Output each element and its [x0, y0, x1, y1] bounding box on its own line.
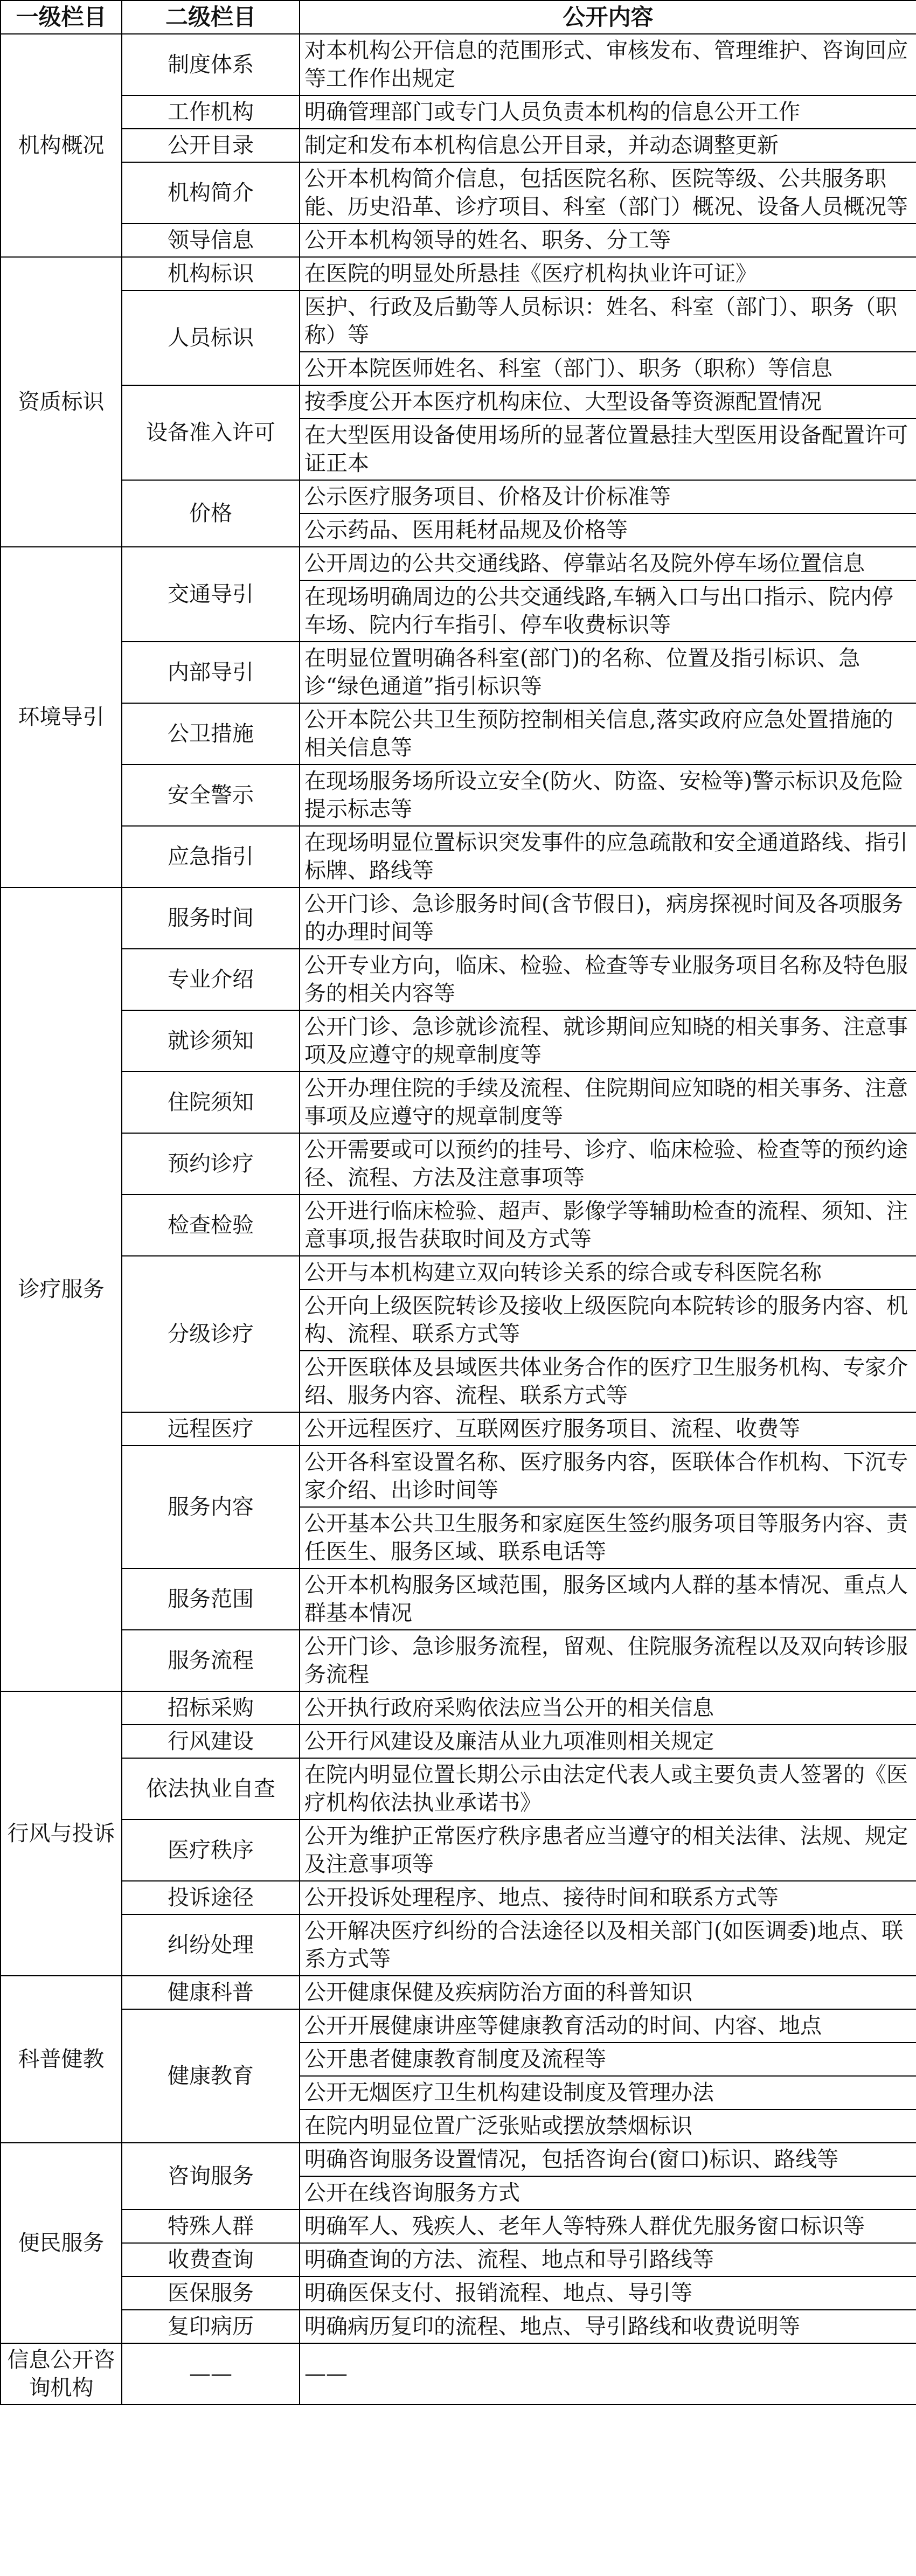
- content-cell: 公开门诊、急诊服务时间(含节假日)，病房探视时间及各项服务的办理时间等: [300, 887, 916, 949]
- level2-cell: 住院须知: [122, 1072, 300, 1133]
- table-row: [1, 1691, 916, 1725]
- content-cell: 公开医联体及县域医共体业务合作的医疗卫生服务机构、专家介绍、服务内容、流程、联系方式等: [300, 1351, 916, 1412]
- content-cell: 公开执行政府采购依法应当公开的相关信息: [300, 1691, 916, 1725]
- content-cell: 在院内明显位置长期公示由法定代表人或主要负责人签署的《医疗机构依法执业承诺书》: [300, 1758, 916, 1820]
- table-row: [1, 765, 916, 826]
- content-cell: 公开门诊、急诊服务流程，留观、住院服务流程以及双向转诊服务流程: [300, 1630, 916, 1691]
- content-cell: 在明显位置明确各科室(部门)的名称、位置及指引标识、急诊“绿色通道”指引标识等: [300, 642, 916, 703]
- table-row: [1, 2243, 916, 2276]
- table-row: [1, 1256, 916, 1289]
- content-cell: 按季度公开本医疗机构床位、大型设备等资源配置情况: [300, 385, 916, 419]
- level2-cell: 检查检验: [122, 1195, 300, 1256]
- content-cell: 明确医保支付、报销流程、地点、导引等: [300, 2276, 916, 2310]
- level1-cell: 信息公开咨询机构: [1, 2343, 122, 2405]
- level2-cell: 就诊须知: [122, 1010, 300, 1072]
- level2-cell: 服务范围: [122, 1568, 300, 1630]
- content-cell: 在大型医用设备使用场所的显著位置悬挂大型医用设备配置许可证正本: [300, 419, 916, 480]
- content-cell: 明确军人、残疾人、老年人等特殊人群优先服务窗口标识等: [300, 2210, 916, 2243]
- level1-cell: 机构概况: [1, 34, 122, 257]
- header-row: [1, 1, 916, 34]
- level2-cell: 依法执业自查: [122, 1758, 300, 1820]
- content-cell: 公开周边的公共交通线路、停靠站名及院外停车场位置信息: [300, 547, 916, 580]
- table-row: [1, 1446, 916, 1507]
- level2-cell: 医保服务: [122, 2276, 300, 2310]
- content-cell: 公开本机构领导的姓名、职务、分工等: [300, 224, 916, 257]
- level2-cell: 服务时间: [122, 887, 300, 949]
- level2-cell: 医疗秩序: [122, 1820, 300, 1881]
- level2-cell: 分级诊疗: [122, 1256, 300, 1412]
- content-cell: 公开各科室设置名称、医疗服务内容，医联体合作机构、下沉专家介绍、出诊时间等: [300, 1446, 916, 1507]
- table-row: [1, 224, 916, 257]
- table-row: [1, 1195, 916, 1256]
- level2-cell: 纠纷处理: [122, 1914, 300, 1976]
- table-row: [1, 1914, 916, 1976]
- level2-cell: 健康科普: [122, 1976, 300, 2009]
- level2-cell: 设备准入许可: [122, 385, 300, 480]
- table-row: [1, 1133, 916, 1195]
- level2-cell: 内部导引: [122, 642, 300, 703]
- level1-cell: 资质标识: [1, 257, 122, 547]
- level1-cell: 诊疗服务: [1, 887, 122, 1691]
- level2-cell: 复印病历: [122, 2310, 300, 2343]
- level2-cell: 咨询服务: [122, 2143, 300, 2210]
- level2-cell: 远程医疗: [122, 1412, 300, 1446]
- content-cell: 公开为维护正常医疗秩序患者应当遵守的相关法律、法规、规定及注意事项等: [300, 1820, 916, 1881]
- header-level1: 一级栏目: [1, 1, 122, 34]
- content-cell: 公开专业方向，临床、检验、检查等专业服务项目名称及特色服务的相关内容等: [300, 949, 916, 1010]
- level2-cell: 交通导引: [122, 547, 300, 642]
- content-cell: 公开办理住院的手续及流程、住院期间应知晓的相关事务、注意事项及应遵守的规章制度等: [300, 1072, 916, 1133]
- content-cell: 公示医疗服务项目、价格及计价标准等: [300, 480, 916, 513]
- level2-cell: 行风建设: [122, 1725, 300, 1758]
- table-row: [1, 129, 916, 162]
- table-row: [1, 1881, 916, 1914]
- content-cell: 公开与本机构建立双向转诊关系的综合或专科医院名称: [300, 1256, 916, 1289]
- table-row: [1, 95, 916, 129]
- content-cell: 明确管理部门或专门人员负责本机构的信息公开工作: [300, 95, 916, 129]
- level2-cell: 制度体系: [122, 34, 300, 95]
- content-cell: 公开基本公共卫生服务和家庭医生签约服务项目等服务内容、责任医生、服务区域、联系电话等: [300, 1507, 916, 1568]
- content-cell: 公开患者健康教育制度及流程等: [300, 2043, 916, 2076]
- header-content: 公开内容: [300, 1, 916, 34]
- level1-cell: 便民服务: [1, 2143, 122, 2343]
- level2-cell: 健康教育: [122, 2009, 300, 2143]
- content-cell: 公开本院医师姓名、科室（部门）、职务（职称）等信息: [300, 352, 916, 385]
- table-row: [1, 34, 916, 95]
- level1-cell: 环境导引: [1, 547, 122, 887]
- content-cell: 在医院的明显处所悬挂《医疗机构执业许可证》: [300, 257, 916, 290]
- content-cell: 公开无烟医疗卫生机构建设制度及管理办法: [300, 2076, 916, 2109]
- content-cell: 公开投诉处理程序、地点、接待时间和联系方式等: [300, 1881, 916, 1914]
- level2-cell: 机构简介: [122, 162, 300, 224]
- content-cell: 公开开展健康讲座等健康教育活动的时间、内容、地点: [300, 2009, 916, 2043]
- table-row: [1, 2276, 916, 2310]
- table-row: [1, 1568, 916, 1630]
- content-cell: 公开在线咨询服务方式: [300, 2176, 916, 2210]
- table-row: [1, 2343, 916, 2405]
- content-cell: 公开解决医疗纠纷的合法途径以及相关部门(如医调委)地点、联系方式等: [300, 1914, 916, 1976]
- level2-cell: 安全警示: [122, 765, 300, 826]
- level2-cell: 服务内容: [122, 1446, 300, 1568]
- level2-cell: 机构标识: [122, 257, 300, 290]
- level2-cell: 公开目录: [122, 129, 300, 162]
- table-body: [1, 34, 916, 2405]
- content-cell: 明确病历复印的流程、地点、导引路线和收费说明等: [300, 2310, 916, 2343]
- level2-cell: 招标采购: [122, 1691, 300, 1725]
- table-row: [1, 1976, 916, 2009]
- content-cell: ——: [300, 2343, 916, 2405]
- table-row: [1, 547, 916, 580]
- table-row: [1, 480, 916, 513]
- level2-cell: 价格: [122, 480, 300, 547]
- content-cell: 公示药品、医用耗材品规及价格等: [300, 513, 916, 547]
- content-cell: 制定和发布本机构信息公开目录，并动态调整更新: [300, 129, 916, 162]
- table-header: [1, 1, 916, 34]
- table-row: [1, 1725, 916, 1758]
- content-cell: 公开行风建设及廉洁从业九项准则相关规定: [300, 1725, 916, 1758]
- level1-cell: 行风与投诉: [1, 1691, 122, 1976]
- table-row: [1, 1412, 916, 1446]
- level2-cell: 预约诊疗: [122, 1133, 300, 1195]
- table-row: [1, 826, 916, 887]
- level2-cell: 服务流程: [122, 1630, 300, 1691]
- table-row: [1, 642, 916, 703]
- level2-cell: 专业介绍: [122, 949, 300, 1010]
- table-row: [1, 1820, 916, 1881]
- table-row: [1, 1758, 916, 1820]
- content-cell: 医护、行政及后勤等人员标识：姓名、科室（部门）、职务（职称）等: [300, 290, 916, 352]
- content-cell: 对本机构公开信息的范围形式、审核发布、管理维护、咨询回应等工作作出规定: [300, 34, 916, 95]
- level2-cell: 特殊人群: [122, 2210, 300, 2243]
- content-cell: 在现场服务场所设立安全(防火、防盗、安检等)警示标识及危险提示标志等: [300, 765, 916, 826]
- table-row: [1, 1630, 916, 1691]
- table-row: [1, 1072, 916, 1133]
- content-cell: 明确咨询服务设置情况，包括咨询台(窗口)标识、路线等: [300, 2143, 916, 2176]
- table-row: [1, 949, 916, 1010]
- table-row: [1, 703, 916, 765]
- level2-cell: 人员标识: [122, 290, 300, 385]
- table-row: [1, 162, 916, 224]
- table-row: [1, 2009, 916, 2043]
- header-level2: 二级栏目: [122, 1, 300, 34]
- level2-cell: ——: [122, 2343, 300, 2405]
- table-row: [1, 385, 916, 419]
- table-row: [1, 2143, 916, 2176]
- table-row: [1, 887, 916, 949]
- content-cell: 明确查询的方法、流程、地点和导引路线等: [300, 2243, 916, 2276]
- table-row: [1, 2310, 916, 2343]
- content-cell: 公开进行临床检验、超声、影像学等辅助检查的流程、须知、注意事项,报告获取时间及方式等: [300, 1195, 916, 1256]
- content-cell: 公开需要或可以预约的挂号、诊疗、临床检验、检查等的预约途径、流程、方法及注意事项等: [300, 1133, 916, 1195]
- table-row: [1, 290, 916, 352]
- content-cell: 公开远程医疗、互联网医疗服务项目、流程、收费等: [300, 1412, 916, 1446]
- content-cell: 公开本院公共卫生预防控制相关信息,落实政府应急处置措施的相关信息等: [300, 703, 916, 765]
- content-cell: 公开本机构服务区域范围，服务区域内人群的基本情况、重点人群基本情况: [300, 1568, 916, 1630]
- level2-cell: 收费查询: [122, 2243, 300, 2276]
- content-cell: 公开本机构简介信息，包括医院名称、医院等级、公共服务职能、历史沿革、诊疗项目、科室（部门）概况、设备人员概况等: [300, 162, 916, 224]
- content-cell: 在现场明确周边的公共交通线路,车辆入口与出口指示、院内停车场、院内行车指引、停车收费标识等: [300, 580, 916, 642]
- level1-cell: 科普健教: [1, 1976, 122, 2143]
- level2-cell: 应急指引: [122, 826, 300, 887]
- level2-cell: 公卫措施: [122, 703, 300, 765]
- table-row: [1, 2210, 916, 2243]
- level2-cell: 工作机构: [122, 95, 300, 129]
- content-cell: 公开门诊、急诊就诊流程、就诊期间应知晓的相关事务、注意事项及应遵守的规章制度等: [300, 1010, 916, 1072]
- content-cell: 公开健康保健及疾病防治方面的科普知识: [300, 1976, 916, 2009]
- table-row: [1, 257, 916, 290]
- level2-cell: 领导信息: [122, 224, 300, 257]
- level2-cell: 投诉途径: [122, 1881, 300, 1914]
- table-row: [1, 1010, 916, 1072]
- content-cell: 在现场明显位置标识突发事件的应急疏散和安全通道路线、指引标牌、路线等: [300, 826, 916, 887]
- content-cell: 在院内明显位置广泛张贴或摆放禁烟标识: [300, 2109, 916, 2143]
- content-cell: 公开向上级医院转诊及接收上级医院向本院转诊的服务内容、机构、流程、联系方式等: [300, 1289, 916, 1351]
